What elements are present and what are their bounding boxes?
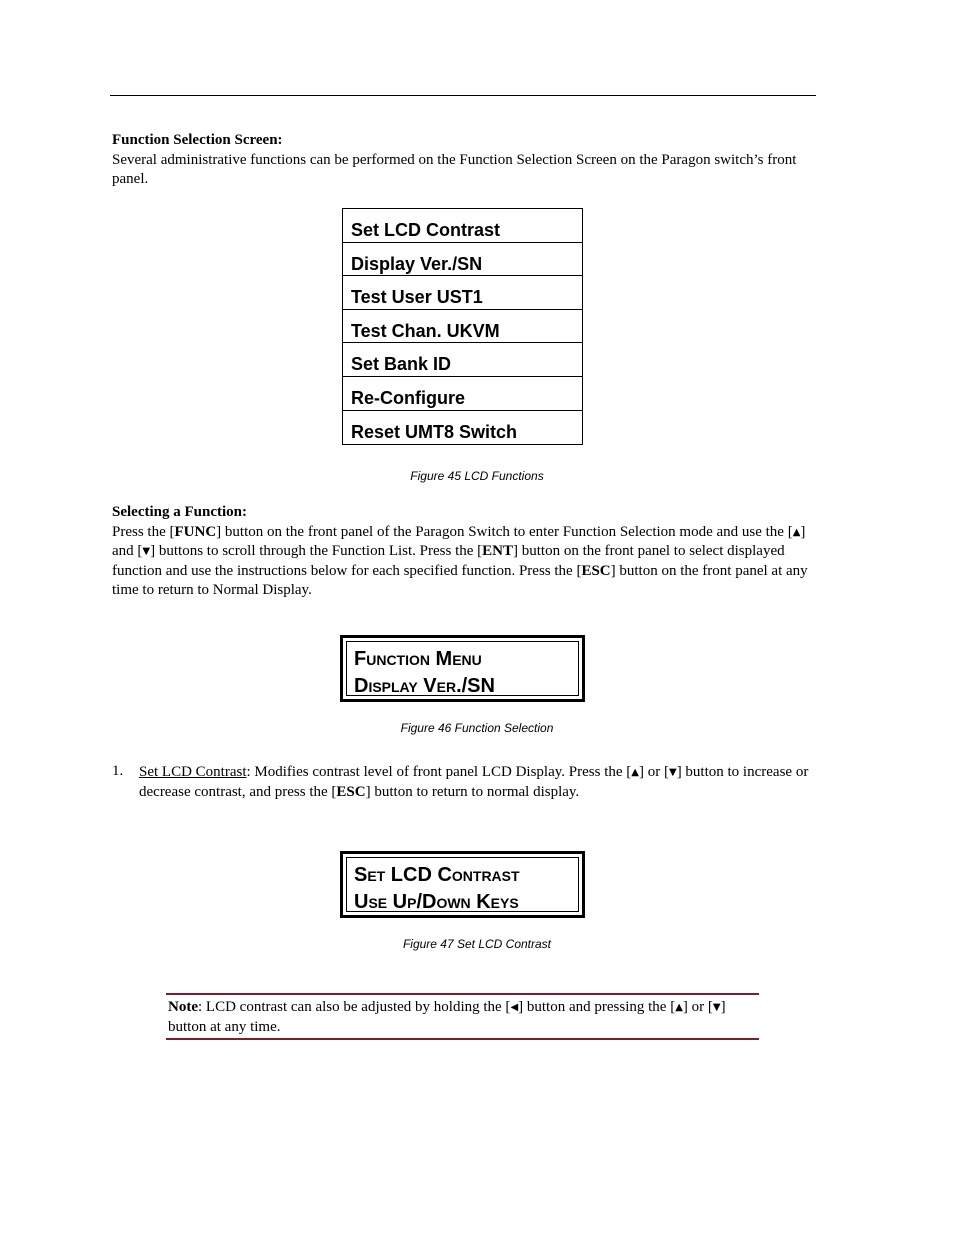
section-heading: Function Selection Screen: [112,132,283,148]
function-list-item: Set LCD Contrast [343,209,582,243]
text-run: ] button and pressing the [ [518,999,676,1015]
section-selecting-function [112,503,812,601]
lcd-line-1: Set LCD Contrast [354,864,520,886]
lcd-display-set-contrast [340,851,585,918]
note-label: Note [168,999,198,1015]
down-arrow-icon: ▼ [668,767,677,778]
lcd-function-list [342,208,583,445]
key-esc: ESC [336,783,366,800]
text-run: ] button on the front panel to select displayed function and use the instructions below for each specified function. Press the [ [112,543,785,579]
text-run: ] buttons to scroll through the Function List. Press the [ [150,543,483,559]
list-number: 1. [112,763,124,779]
text-run: ] and [ [112,523,806,559]
text-run: ] button on the front panel at any time to return to Normal Display. [112,562,808,598]
function-list-item: Reset UMT8 Switch [351,421,518,442]
figure-caption: Figure 47 Set LCD Contrast [402,937,552,951]
lcd-screen [346,857,579,912]
function-list-item: Re-Configure [343,377,582,411]
function-list-item: Test User UST1 [343,276,582,310]
list-item-set-lcd-contrast [139,763,809,802]
down-arrow-icon: ▼ [142,546,151,557]
text-run: ] button on the front panel of the Paragon Switch to enter Function Selection mode and use the [ [216,523,793,540]
function-list-item: Test Chan. UKVM [343,310,582,344]
section-body: Several administrative functions can be performed on the Function Selection Screen on the Paragon switch’s front panel. [112,151,797,187]
up-arrow-icon: ▲ [675,1002,683,1013]
item-title: Set LCD Contrast [139,764,247,780]
lcd-display-function-menu [340,635,585,702]
key-ent: ENT [482,543,514,559]
text-run: ] button at any time. [168,999,726,1035]
up-arrow-icon: ▲ [631,767,639,778]
section-function-selection [112,131,812,190]
function-list-item: Display Ver./SN [343,243,582,277]
function-list-item: Set Bank ID [343,343,582,377]
lcd-screen [346,641,579,696]
key-esc: ESC [581,562,611,579]
lcd-line-2: Use Up/Down Keys [354,891,519,913]
lcd-line-2: Display Ver./SN [354,675,495,697]
down-arrow-icon: ▼ [712,1002,721,1013]
text-run: ] or [ [682,999,713,1015]
text-run: : Modifies contrast level of front panel LCD Display. Press the [ [246,764,632,780]
note-box [166,993,759,1040]
key-func: FUNC [174,523,217,540]
text-run: ] button to increase or decrease contrast, and press the [ [139,764,809,800]
section-heading: Selecting a Function: [112,504,247,520]
figure-caption: Figure 46 Function Selection [400,721,554,735]
section-body [112,523,812,601]
lcd-line-1: Function Menu [354,648,482,670]
text-run: : LCD contrast can also be adjusted by holding the [ [198,999,511,1015]
header-rule [110,95,816,96]
text-run: ] button to return to normal display. [365,783,580,800]
figure-caption: Figure 45 LCD Functions [410,469,544,483]
up-arrow-icon: ▲ [792,526,801,538]
text-run: ] or [ [638,764,669,780]
left-arrow-icon: ◀ [510,1002,519,1013]
text-run: Press the [ [112,523,175,540]
